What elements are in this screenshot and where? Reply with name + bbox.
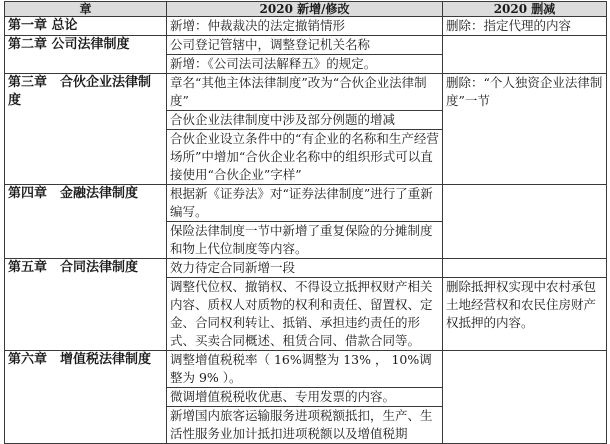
added-cell: 合伙企业法律制度中涉及部分例题的增减 <box>167 111 443 130</box>
removed-cell: 删除：“个人独资企业法律制度”一节 <box>443 74 607 185</box>
changes-table <box>4 1 607 444</box>
header-chapter: 章 <box>5 2 167 17</box>
removed-cell: 删除抵押权实现中农村承包土地经营权和农民住房财产权抵押的内容。 <box>443 278 607 351</box>
added-cell: 公司登记管辖中，调整登记机关名称 <box>167 36 443 55</box>
chapter-cell: 第五章 合同法律制度 <box>5 259 167 351</box>
chapter-cell: 第四章 金融法律制度 <box>5 185 167 259</box>
table-row <box>5 36 607 55</box>
added-cell: 根据新《证券法》对“证券法律制度”进行了重新编写。 <box>167 185 443 222</box>
added-cell: 效力待定合同新增一段 <box>167 259 443 278</box>
added-cell: 调整代位权、撤销权、不得设立抵押权财产相关内容、质权人对质物的权利和责任、留置权、定金、合同权利转让、抵销、承担违约责任的形式、买卖合同概述、租赁合同、借款合同等。 <box>167 278 443 351</box>
chapter-cell: 第三章 合伙企业法律制度 <box>5 74 167 185</box>
table-row <box>5 259 607 278</box>
added-cell: 新增国内旅客运输服务进项税额抵扣，生产、生活性服务业加计抵扣进项税额以及增值税期 <box>167 407 443 444</box>
added-cell: 微调增值税税收优惠、专用发票的内容。 <box>167 388 443 407</box>
table-row <box>5 351 607 388</box>
added-cell: 新增：《公司法司法解释五》的规定。 <box>167 55 443 74</box>
chapter-cell: 第六章 增值税法律制度 <box>5 351 167 444</box>
chapter-cell: 第一章 总论 <box>5 17 167 36</box>
removed-cell <box>443 185 607 259</box>
header-removed: 2020 删减 <box>443 2 607 17</box>
added-cell: 调整增值税税率（ 16%调整为 13% ， 10%调整为 9% ）。 <box>167 351 443 388</box>
document-sheet <box>4 1 606 441</box>
header-added: 2020 新增/修改 <box>167 2 443 17</box>
added-cell: 章名“其他主体法律制度”改为“合伙企业法律制度” <box>167 74 443 111</box>
added-cell: 保险法律制度一节中新增了重复保险的分摊制度和物上代位制度等内容。 <box>167 222 443 259</box>
table-row <box>5 17 607 36</box>
removed-cell <box>443 36 607 74</box>
removed-cell: 删除：指定代理的内容 <box>443 17 607 36</box>
removed-cell <box>443 351 607 444</box>
removed-cell <box>443 259 607 278</box>
table-row <box>5 74 607 111</box>
added-cell: 合伙企业设立条件中的“有企业的名称和生产经营场所”中增加“合伙企业名称中的组织形式可以直接使用“合伙企业”字样” <box>167 130 443 185</box>
table-header-row <box>5 2 607 17</box>
chapter-cell: 第二章 公司法律制度 <box>5 36 167 74</box>
table-row <box>5 185 607 222</box>
added-cell: 新增：仲裁裁决的法定撤销情形 <box>167 17 443 36</box>
